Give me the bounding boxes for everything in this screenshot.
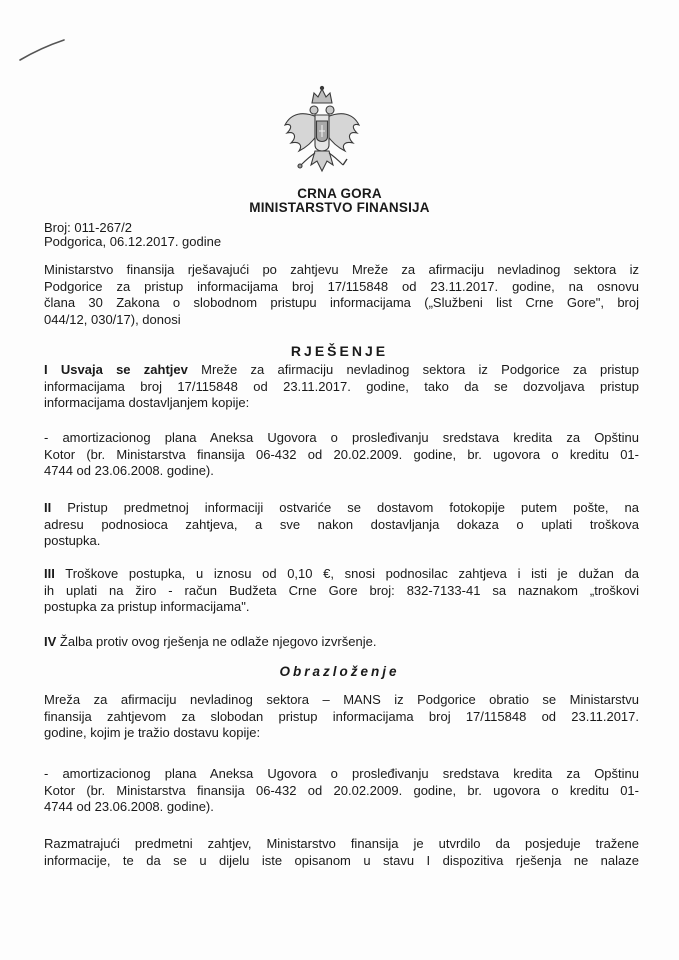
- text-fragment: Mreže za afirmaciju nevladinog sektora iz Podgorice za pristup: [201, 362, 640, 377]
- text-line: Mreža za afirmaciju nevladinog sektora – MANS iz Podgorice obratio se Ministarstvu: [44, 692, 639, 707]
- decision-item-3: [44, 566, 639, 616]
- reasoning-paragraph-2: [44, 766, 639, 816]
- reasoning-paragraph-3: [44, 836, 639, 869]
- text-line: 4744 od 23.06.2008. godine).: [44, 799, 214, 814]
- decision-title: RJEŠENJE: [290, 343, 389, 359]
- header-country: CRNA GORA: [297, 186, 382, 201]
- text-line: [44, 362, 639, 379]
- text-line: ih uplati na žiro - račun Budžeta Crne Gore broj: 832-7133-41 sa naznakom „troškovi: [44, 582, 639, 598]
- item-label: IV: [44, 634, 57, 649]
- document-number: Broj: 011-267/2: [44, 220, 132, 235]
- text-line: Kotor (br. Ministarstva finansija 06-432 od 20.02.2009. godine, br. ugovora o kreditu 01-: [44, 446, 639, 462]
- text-line: informacijama dostavljanjem kopije:: [44, 395, 250, 410]
- reasoning-title: Obrazloženje: [279, 664, 400, 679]
- item-label: III: [44, 566, 55, 581]
- text-line: Podgorice za pristup informacijama broj 17/115848 od 23.11.2017. godine, na osnovu: [44, 278, 639, 294]
- decision-item-1-list: [44, 430, 639, 480]
- text-line: člana 30 Zakona o slobodnom pristupu informacijama („Službeni list Crne Gore", broj: [44, 295, 639, 310]
- text-line: - amortizacionog plana Aneksa Ugovora o prosleđivanju sredstava kredita za Opštinu: [44, 766, 639, 781]
- header-ministry: MINISTARSTVO FINANSIJA: [249, 200, 430, 215]
- text-line: finansija zahtjevom za slobodan pristup informacijama broj 17/115848 od 23.11.2017.: [44, 708, 639, 724]
- text-fragment: Troškove postupka, u iznosu od 0,10 €, snosi podnosilac zahtjeva i isti je dužan da: [65, 566, 639, 581]
- intro-paragraph: [44, 262, 639, 328]
- text-line: [44, 566, 639, 583]
- item-label: I Usvaja se zahtjev: [44, 362, 188, 377]
- decision-item-1: [44, 362, 639, 412]
- handwritten-mark-icon: [18, 38, 68, 64]
- text-line: Razmatrajući predmetni zahtjev, Ministarstvo finansija je utvrdilo da posjeduje tražene: [44, 836, 639, 851]
- decision-item-2: [44, 500, 639, 550]
- decision-item-4: [44, 634, 639, 651]
- text-line: postupka za pristup informacijama".: [44, 599, 250, 614]
- text-fragment: Pristup predmetnoj informaciji ostvariće se dostavom fotokopije putem pošte, na: [67, 500, 639, 515]
- text-line: postupka.: [44, 533, 101, 548]
- text-line: 044/12, 030/17), donosi: [44, 311, 181, 327]
- text-line: [44, 634, 639, 651]
- coat-of-arms-icon: [281, 85, 363, 183]
- text-line: 4744 od 23.06.2008. godine).: [44, 463, 214, 478]
- text-line: - amortizacionog plana Aneksa Ugovora o prosleđivanju sredstava kredita za Opštinu: [44, 430, 639, 445]
- text-line: [44, 500, 639, 517]
- text-line: adresu podnosioca zahtjeva, a sve nakon dostavljanja dokaza o uplati troškova: [44, 516, 639, 532]
- item-label: II: [44, 500, 52, 515]
- document-place-date: Podgorica, 06.12.2017. godine: [44, 234, 222, 249]
- text-line: Kotor (br. Ministarstva finansija 06-432 od 20.02.2009. godine, br. ugovora o kreditu 01-: [44, 782, 639, 798]
- reasoning-paragraph-1: [44, 692, 639, 742]
- text-line: godine, kojim je tražio dostavu kopije:: [44, 725, 261, 740]
- text-line: informacije, te da se u dijelu iste opisanom u stavu I dispozitiva rješenja ne nalaze: [44, 852, 639, 868]
- text-line: informacijama broj 17/115848 od 23.11.2017. godine, tako da se dozvoljava pristup: [44, 378, 639, 394]
- text-line: Ministarstvo finansija rješavajući po zahtjevu Mreže za afirmaciju nevladinog sektora iz: [44, 262, 639, 277]
- text-fragment: Žalba protiv ovog rješenja ne odlaže njegovo izvršenje.: [59, 634, 377, 649]
